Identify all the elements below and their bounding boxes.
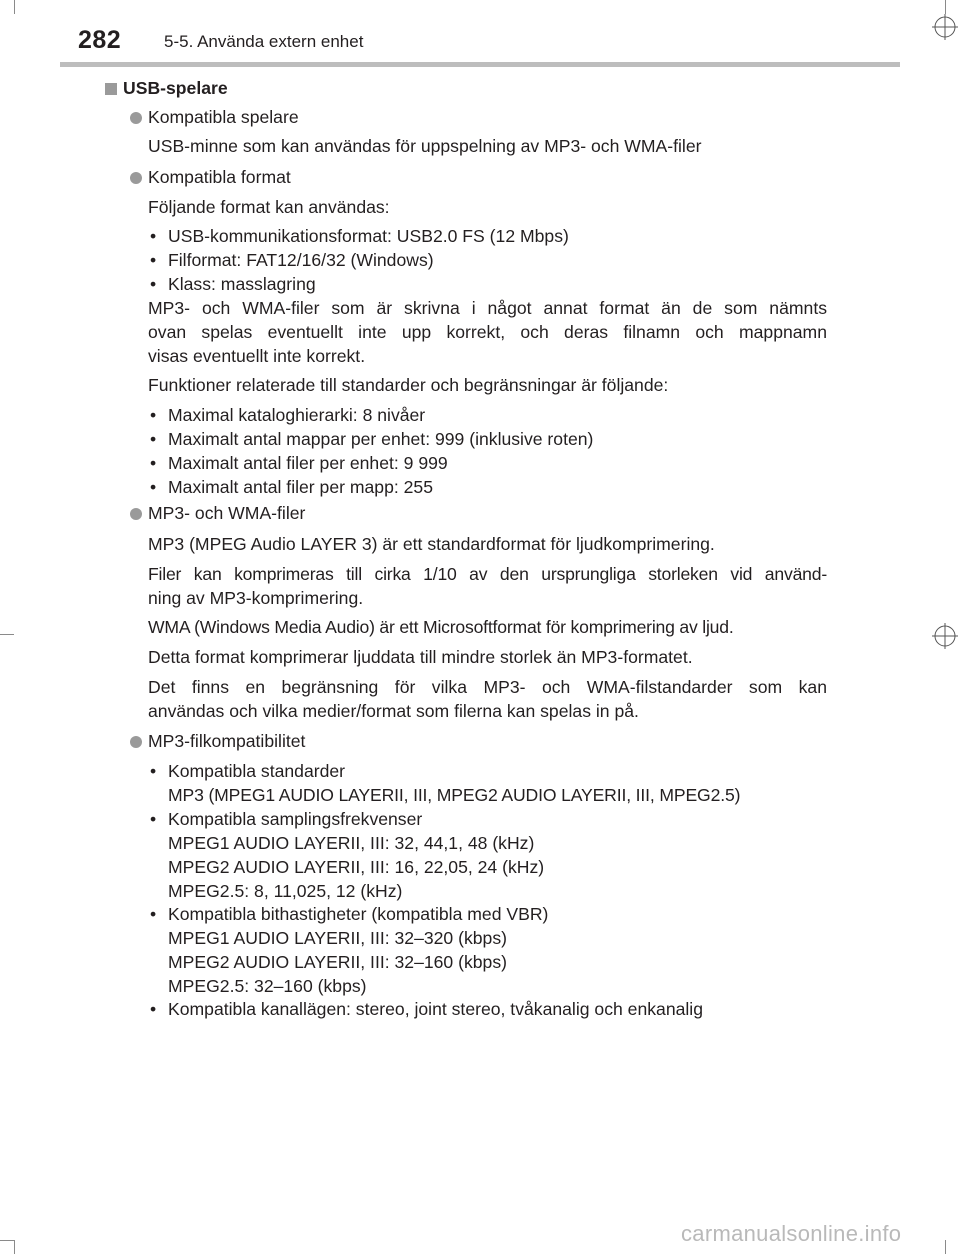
list-item-detail: MPEG2 AUDIO LAYERII, III: 16, 22,05, 24 (kHz) (168, 857, 545, 877)
watermark: carmanualsonline.info (681, 1221, 902, 1246)
circle-bullet-icon (130, 172, 142, 184)
list-item: • Kompatibla samplingsfrekvenser (150, 809, 423, 829)
note-line: visas eventuellt inte korrekt. (148, 346, 366, 366)
square-bullet-icon (105, 83, 117, 95)
crop-mark-bottom-left (0, 1240, 14, 1241)
list-item-detail: MPEG1 AUDIO LAYERII, III: 32, 44,1, 48 (kHz) (168, 833, 535, 853)
list-item: • Kompatibla kanallägen: stereo, joint stereo, tvåkanalig och enkanalig (150, 999, 703, 1019)
subheading-mp3-wma-files (130, 501, 305, 525)
page-number: 282 (78, 26, 122, 54)
list-item-detail: MP3 (MPEG1 AUDIO LAYERII, III, MPEG2 AUDIO LAYERII, III, MPEG2.5) (168, 785, 741, 805)
paragraph: USB-minne som kan användas för uppspelning av MP3- och WMA-filer (148, 136, 702, 156)
paragraph-line: användas och vilka medier/format som filerna kan spelas in på. (148, 701, 639, 721)
subheading-label: Kompatibla format (148, 167, 291, 187)
paragraph: Detta format komprimerar ljuddata till mindre storlek än MP3-formatet. (148, 647, 693, 667)
registration-mark-mid-right-icon (932, 623, 958, 649)
list-item-detail: MPEG2 AUDIO LAYERII, III: 32–160 (kbps) (168, 952, 507, 972)
chapter-title: 5-5. Använda extern enhet (164, 32, 364, 51)
list-item: • USB-kommunikationsformat: USB2.0 FS (12 Mbps) (150, 226, 569, 246)
list-item: • Kompatibla bithastigheter (kompatibla med VBR) (150, 904, 549, 924)
circle-bullet-icon (130, 508, 142, 520)
paragraph-line: Filer kan komprimeras till cirka 1/10 av den ursprungliga storleken vid använd- (148, 564, 827, 584)
circle-bullet-icon (130, 736, 142, 748)
subheading-mp3-compatibility (130, 729, 305, 753)
paragraph-line: Det finns en begränsning för vilka MP3- och WMA-filstandarder som kan (148, 677, 827, 697)
page-header (0, 0, 960, 70)
paragraph: Följande format kan användas: (148, 197, 390, 217)
list-item-detail: MPEG2.5: 8, 11,025, 12 (kHz) (168, 881, 403, 901)
list-item: • Maximalt antal filer per enhet: 9 999 (150, 453, 448, 473)
list-item-detail: MPEG2.5: 32–160 (kbps) (168, 976, 367, 996)
subheading-compatible-players (130, 105, 299, 129)
circle-bullet-icon (130, 112, 142, 124)
note-line: ovan spelas eventuellt inte upp korrekt, och deras filnamn och mappnamn (148, 322, 827, 342)
list-item: • Maximalt antal filer per mapp: 255 (150, 477, 434, 497)
subheading-label: MP3- och WMA-filer (148, 503, 306, 523)
subheading-label: MP3-filkompatibilitet (148, 731, 306, 751)
list-item: • Filformat: FAT12/16/32 (Windows) (150, 250, 434, 270)
list-item-detail: MPEG1 AUDIO LAYERII, III: 32–320 (kbps) (168, 928, 507, 948)
section-title: USB-spelare (123, 78, 228, 98)
paragraph: Funktioner relaterade till standarder och begränsningar är följande: (148, 375, 669, 395)
paragraph: MP3 (MPEG Audio LAYER 3) är ett standardformat för ljudkomprimering. (148, 534, 715, 554)
list-item: • Maximalt antal mappar per enhet: 999 (inklusive roten) (150, 429, 594, 449)
subheading-compatible-formats (130, 165, 291, 189)
list-item: • Maximal kataloghierarki: 8 nivåer (150, 405, 426, 425)
paragraph: WMA (Windows Media Audio) är ett Microsoftformat för komprimering av ljud. (148, 617, 734, 637)
crop-mark-bottom-right (945, 1240, 946, 1254)
crop-mark-bottom-left-v (14, 1240, 15, 1254)
list-item: • Kompatibla standarder (150, 761, 346, 781)
section-heading (105, 76, 228, 100)
paragraph-line: ning av MP3-komprimering. (148, 588, 364, 608)
note-line: MP3- och WMA-filer som är skrivna i något annat format än de som nämnts (148, 298, 827, 318)
list-item: • Klass: masslagring (150, 274, 316, 294)
header-rule (60, 62, 900, 67)
crop-mark-mid-left (0, 634, 14, 635)
subheading-label: Kompatibla spelare (148, 107, 299, 127)
